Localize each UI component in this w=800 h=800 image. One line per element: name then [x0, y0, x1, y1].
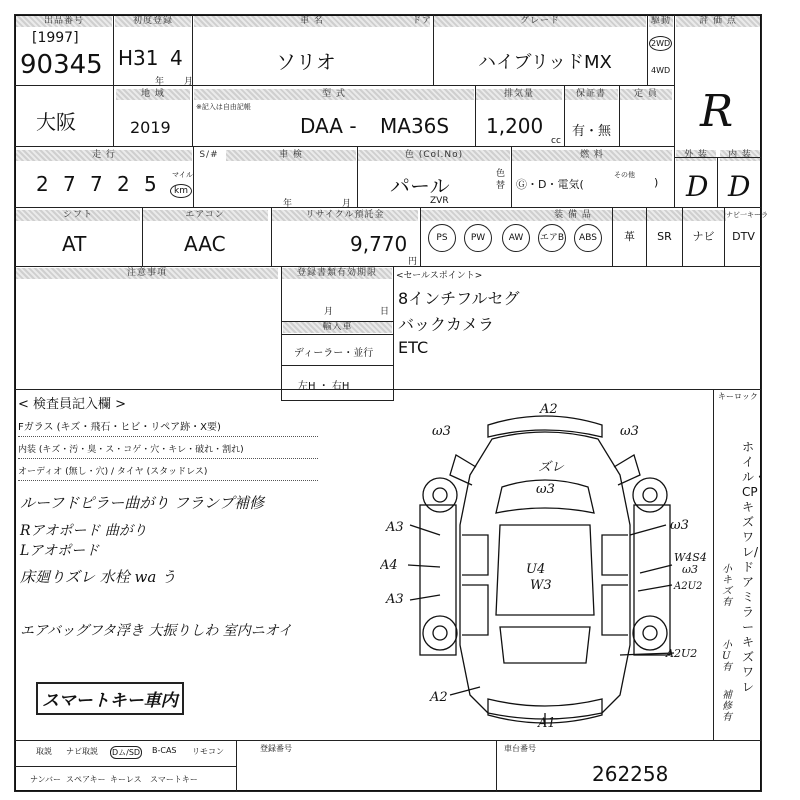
footer-item: スペアキー — [66, 775, 106, 784]
year-cell — [113, 85, 193, 147]
side-small-2: 小U有 — [722, 640, 732, 673]
mileage-digit: 5 — [144, 172, 157, 196]
mark-a1-bottom: A1 — [538, 716, 556, 731]
first-reg-era: H31 — [118, 46, 159, 70]
caution-cell — [14, 266, 282, 390]
line-interior: 内装 (キズ・汚・臭・ス・コゲ・穴・キレ・破れ・割れ) — [18, 445, 244, 455]
handle-value: 左H ・ 右H — [298, 381, 350, 392]
type-prefix: DAA - — [300, 114, 357, 138]
shift-label: シフト — [16, 210, 140, 221]
ac-label: エアコン — [142, 210, 268, 221]
sales-point-1: 8インチフルセグ — [398, 289, 520, 308]
drive-2wd: 2WD — [649, 36, 672, 51]
inspection-cell — [193, 146, 358, 208]
header-year-label: 初度登録 — [115, 16, 191, 27]
mile-unit: マイル — [172, 171, 193, 179]
mark-w3-right-2: ω3 — [682, 563, 698, 576]
recycle-label: リサイクル預託金 — [272, 210, 418, 221]
footer-item: Dム/SD — [112, 748, 141, 757]
mark-a3-left-1: A3 — [386, 520, 404, 535]
fuel-options: Ⓖ・D・電気( — [516, 178, 584, 191]
equipment-row — [420, 220, 762, 266]
color-change: 色替 — [496, 169, 506, 191]
sales-label: <セールスポイント> — [396, 271, 483, 281]
equip-ps: PS — [428, 224, 456, 252]
fuel-label: 燃 料 — [512, 150, 672, 161]
mark-a2-top: A2 — [540, 402, 558, 417]
inspector-rule-3 — [18, 480, 318, 481]
mark-u4: U4 — [526, 562, 546, 577]
warranty-value: 有・無 — [572, 124, 612, 139]
header-remarks-label: 評 価 点 — [676, 16, 760, 27]
color-code: ZVR — [430, 196, 449, 206]
inspector-title: < 検査員記入欄 > — [18, 397, 127, 412]
mark-w3-front-left: ω3 — [432, 424, 451, 439]
lot-number: 90345 — [20, 50, 103, 80]
hand-note-5: エアバッグフタ浮き 大振りしわ 室内ニオイ — [20, 623, 293, 639]
footer-item: ナンバー — [30, 775, 62, 784]
mileage-digit: 2 — [117, 172, 130, 196]
footer-chassis-label: 車台番号 — [504, 744, 536, 753]
import-label: 輸入車 — [283, 322, 392, 333]
dealer-value: ディーラー・並行 — [294, 348, 374, 359]
mark-zure: ズレ — [538, 460, 565, 475]
mileage-digit: 7 — [90, 172, 103, 196]
mark-a2-bottom-left: A2 — [430, 690, 448, 705]
region-value: 大阪 — [36, 110, 76, 134]
header-door-label: ドア — [412, 16, 432, 26]
inspector-rule-1 — [18, 436, 318, 437]
km-unit: km — [170, 184, 192, 198]
footer-divider-vert — [236, 740, 237, 792]
first-reg-nen: 年 — [155, 77, 165, 87]
region-label: 地 域 — [116, 89, 190, 100]
score-value: R — [700, 86, 734, 137]
inspection-month: 月 — [342, 199, 352, 209]
type-label: 型 式 — [194, 89, 474, 100]
equipment-note: ナビ一キーラ — [726, 211, 768, 219]
reg-cell — [281, 266, 394, 322]
drive-4wd: 4WD — [651, 66, 671, 75]
recycle-value: 9,770 — [350, 232, 408, 256]
footer-reg-label: 登録番号 — [260, 744, 292, 753]
footer-item: ナビ取説 — [66, 747, 98, 756]
equip-navi: ナビ — [682, 207, 724, 266]
footer-item: 取説 — [36, 747, 52, 756]
hand-note-4: 床廻りズレ 水栓 wa う — [20, 568, 177, 586]
footer-item: リモコン — [192, 747, 224, 756]
mileage-digit: 7 — [63, 172, 76, 196]
line-glass: Fガラス (キズ・飛石・ヒビ・リペア跡・X要) — [18, 422, 221, 433]
header-name-label: 車 名 — [194, 16, 430, 27]
footer-chassis-number: 262258 — [592, 762, 669, 786]
capacity-label: 定 員 — [620, 89, 672, 100]
header-grade-label: グレード — [434, 16, 646, 27]
exterior-label: 外 装 — [676, 150, 716, 161]
inspection-year: 年 — [283, 199, 293, 209]
displacement-unit: cc — [551, 136, 561, 146]
fuel-other: その他 — [614, 171, 635, 179]
reg-valid-label: 登録書類有効期限 — [282, 268, 392, 279]
type-sub-label: ※記入は自由記帳 — [196, 103, 251, 111]
mileage-digits — [36, 172, 164, 196]
car-diagram — [380, 395, 710, 740]
equip-sr: SR — [646, 207, 682, 266]
warranty-label: 保証書 — [564, 89, 618, 100]
equip-aw: AW — [502, 224, 530, 252]
reg-month: 月 — [324, 307, 334, 317]
footer-divider-vert-2 — [496, 740, 497, 792]
inspection-label: 車 検 — [226, 150, 356, 161]
year-value: 2019 — [130, 118, 171, 137]
equip-dtv: DTV — [724, 207, 762, 266]
capacity-cell — [619, 85, 675, 147]
footer-item: スマートキー — [150, 775, 198, 784]
first-reg-tsuki: 月 — [184, 77, 194, 87]
car-name: ソリオ — [276, 50, 336, 74]
hand-note-1: ルーフドピラー曲がり フランプ補修 — [20, 494, 265, 512]
side-small-1: 小キズ有 — [722, 564, 732, 608]
model-year: [1997] — [32, 30, 79, 46]
mark-w4s4: W4S4 — [674, 551, 707, 564]
equipment-label: 装 備 品 — [420, 210, 726, 221]
mark-w3-hood: ω3 — [536, 482, 555, 497]
color-label: 色 (Col.No) — [358, 150, 510, 161]
line-audio: オーディオ (無し・穴) / タイヤ (スタッドレス) — [18, 467, 208, 477]
mark-w3-front-right: ω3 — [620, 424, 639, 439]
first-reg-month: 4 — [170, 46, 183, 70]
reg-day: 日 — [380, 307, 390, 317]
mark-w3-right-1: ω3 — [670, 518, 689, 533]
fuel-close: ) — [654, 176, 659, 189]
equip-leather: 革 — [612, 207, 646, 266]
mileage-digit: 2 — [36, 172, 49, 196]
ac-value: AAC — [184, 232, 226, 256]
interior-label: 内 装 — [720, 150, 760, 161]
grade-value: ハイブリッドMX — [478, 52, 612, 73]
sn-label: S/# — [199, 150, 219, 160]
keylock-label: キーロック — [718, 392, 758, 401]
mark-w3-roof: W3 — [530, 578, 552, 593]
shift-value: AT — [62, 232, 87, 256]
caution-label: 注意事項 — [16, 268, 278, 279]
header-lot-label: 出品番号 — [16, 16, 112, 27]
disp-label: 排気量 — [476, 89, 562, 100]
equip-pw: PW — [464, 224, 492, 252]
footer-divider-mid — [14, 766, 236, 767]
equip-abs: ABS — [574, 224, 602, 252]
interior-grade: D — [728, 170, 751, 203]
mileage-label: 走 行 — [16, 150, 192, 161]
side-text: ホイル・CPキズ ワレ/ドアミラーキズ ワレ — [742, 440, 767, 694]
exterior-grade: D — [686, 170, 709, 203]
footer-item: キーレス — [110, 775, 142, 784]
recycle-yen: 円 — [408, 257, 418, 267]
smart-key-note: スマートキー車内 — [36, 682, 184, 715]
mark-a3-left-2: A3 — [386, 592, 404, 607]
color-value: パール — [390, 174, 450, 198]
displacement-value: 1,200 — [486, 114, 544, 138]
mark-a2u2-right-1: A2U2 — [674, 581, 703, 592]
mark-a2u2-right-2: A2U2 — [666, 647, 698, 660]
inspector-rule-2 — [18, 458, 318, 459]
side-small-3: 補修有 — [722, 690, 732, 723]
sales-point-3: ETC — [398, 338, 429, 357]
hand-note-2: Rアオポード 曲がり — [20, 523, 147, 539]
mark-a4-left: A4 — [380, 558, 398, 573]
hand-note-3: Lアオポード — [20, 543, 100, 559]
type-code: MA36S — [380, 114, 450, 138]
header-drive-label: 駆動 — [650, 16, 671, 26]
sales-point-2: バックカメラ — [398, 315, 495, 334]
footer-item: B-CAS — [152, 746, 177, 755]
equip-airbag: エアB — [538, 224, 566, 252]
